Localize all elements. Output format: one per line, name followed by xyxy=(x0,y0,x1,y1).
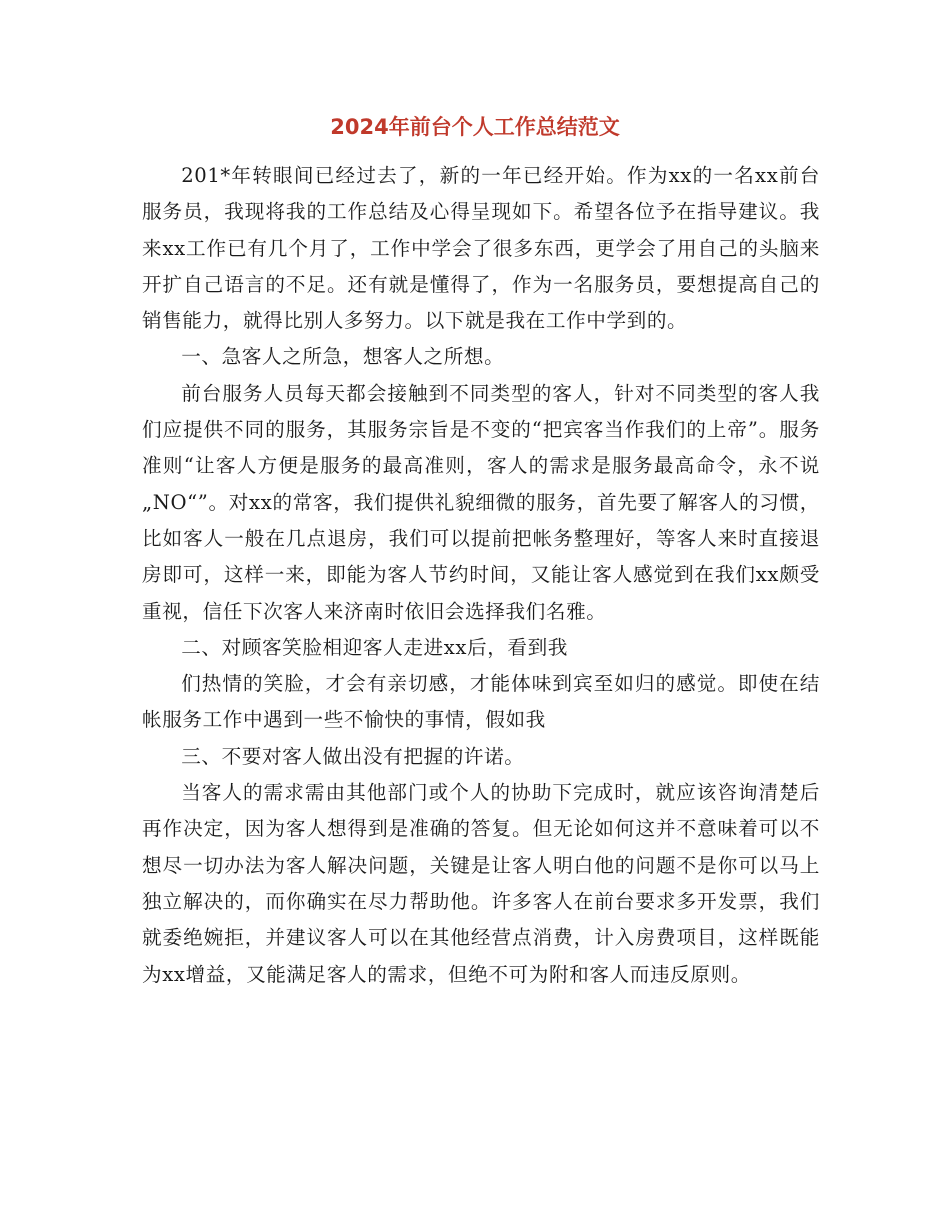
section-heading-2: 二、对顾客笑脸相迎客人走进xx后，看到我 xyxy=(181,635,568,659)
document-title: 2024年前台个人工作总结范文 xyxy=(330,115,620,139)
section-heading-1: 一、急客人之所急，想客人之所想。 xyxy=(181,345,505,369)
paragraph-section-1: 前台服务人员每天都会接触到不同类型的客人，针对不同类型的客人我们应提供不同的服务，其服务宗旨是不变的“把宾客当作我们的上帝”。服务准则“让客人方便是服务的最高准则，客人的需求是服务最高命令，永不说„NO“”。对xx的常客，我们提供礼貌细微的服务，首先要了解客人的习惯，比如客人一般在几点退房，我们可以提前把帐务整理好，等客人来时直接退房即可，这样一来，即能为客人节约时间，又能让客人感觉到在我们xx颇受重视，信任下次客人来济南时依旧会选择我们名雅。 xyxy=(142,381,820,623)
paragraph-section-2: 们热情的笑脸，才会有亲切感，才能体味到宾至如归的感觉。即使在结帐服务工作中遇到一些不愉快的事情，假如我 xyxy=(142,672,820,732)
paragraph-section-3: 当客人的需求需由其他部门或个人的协助下完成时，就应该咨询清楚后再作决定，因为客人想得到是准确的答复。但无论如何这并不意味着可以不想尽一切办法为客人解决问题，关键是让客人明白他的问题不是你可以马上独立解决的，而你确实在尽力帮助他。许多客人在前台要求多开发票，我们就委绝婉拒，并建议客人可以在其他经营点消费，计入房费项目，这样既能为xx增益，又能满足客人的需求，但绝不可为附和客人而违反原则。 xyxy=(142,781,820,986)
paragraph-intro: 201*年转眼间已经过去了，新的一年已经开始。作为xx的一名xx前台服务员，我现将我的工作总结及心得呈现如下。希望各位予在指导建议。我来xx工作已有几个月了，工作中学会了很多东西，更学会了用自己的头脑来开扩自己语言的不足。还有就是懂得了，作为一名服务员，要想提高自己的销售能力，就得比别人多努力。以下就是我在工作中学到的。 xyxy=(142,164,820,333)
document-body xyxy=(142,158,820,993)
section-heading-3: 三、不要对客人做出没有把握的许诺。 xyxy=(181,744,525,768)
